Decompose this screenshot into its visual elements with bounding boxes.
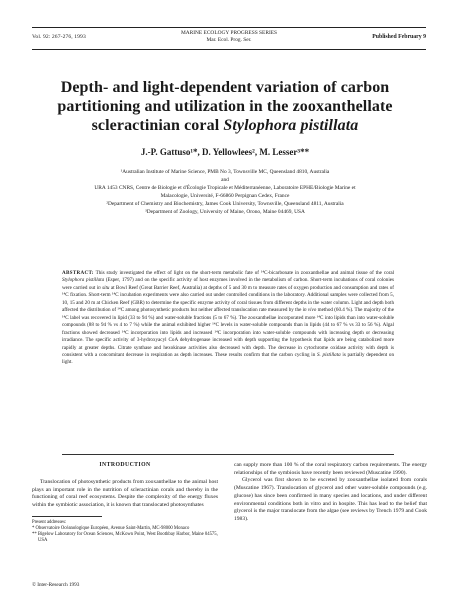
paper-title: [20, 78, 430, 135]
abstract-label: ABSTRACT:: [62, 270, 94, 276]
journal-name: [32, 30, 426, 44]
journal-abbrev: Mar. Ecol. Prog. Ser.: [206, 37, 252, 43]
intro-paragraph: Translocation of photosynthetic products from zooxanthellae to the animal host plays an important role in the nutrition of scleractinian corals and thereby in the functioning of coral reef ecosystems. Despite the complexity of the energy fluxes within the symbiotic association, it is known that translocated photosynthates: [32, 479, 218, 509]
species-name: Stylophora pistillata: [223, 117, 359, 134]
copyright-notice: © Inter-Research 1993: [32, 582, 80, 588]
title-line-3: scleractinian coral Stylophora pistillata: [91, 117, 359, 134]
header-rule-top: [32, 27, 426, 28]
journal-header: [32, 27, 426, 51]
volume-info: Vol. 92: 267-276, 1993: [32, 34, 86, 40]
body-paragraph: Glycerol was first shown to be excreted by zooxanthellae isolated from corals (Muscatine 1967). Translocation of glycerol and other water-soluble compounds (e.g. glucose) has since been confirmed in many species and locations, and under different environmental conditions both in vitro and in hospite. This has lead to the belief that glycerol is the major translocate from the algae (see reviews by Trench 1979 and Cook 1983).: [234, 477, 427, 522]
footnotes: [32, 520, 218, 544]
body-paragraph: can supply more than 100 % of the coral respiratory carbon requirements. The energy relationships of the symbiosis have recently been reviewed (Muscatine 1990).: [234, 462, 427, 476]
footnote-divider: [32, 516, 102, 517]
publication-date: Published February 9: [372, 34, 426, 40]
section-heading-introduction: INTRODUCTION: [99, 462, 151, 468]
footnote-1: * Observatoire Océanologique Européen, Avenue Saint-Martin, MC-98000 Monaco: [32, 525, 190, 531]
footnote-2: ** Bigelow Laboratory for Ocean Sciences, McKown Point, West Boothbay Harbor, Maine 04575, USA: [32, 531, 218, 543]
title-line-2: partitioning and utilization in the zooxanthellate: [57, 98, 393, 115]
right-column: [234, 462, 427, 524]
abstract-divider: [62, 454, 394, 455]
affiliation-line: ¹Australian Institute of Marine Science, PMB No 3, Townsville MC, Queensland 4810, Australia: [120, 169, 330, 175]
affiliation-line: URA 1453 CNRS, Centre de Biologie et d'Écologie Tropicale et Méditerranéenne, Laboratoire EPHE/Biologie Marine et: [94, 185, 356, 192]
abstract: ABSTRACT: This study investigated the effect of light on the short-term metabolic fate of ¹⁴C-bicarbonate in zooxanthellae and animal tissue of the coral Stylophora pistillata (Esper, 1797) and on the specific activity of host enzymes involved in the metabolism of carbon. Short-term incubations of coral colonies were carried out in situ at Bowl Reef (Great Barrier Reef, Australia) at depths of 5 and 30 m to measure rates of oxygen production and consumption and rates of ¹⁴C fixation. Short-term ¹⁴C incubation experiments were also carried out under controlled conditions in the laboratory. Additional samples were collected from 5, 10, 15 and 20 m at Chicken Reef (GBR) to determine the specific enzyme activity of coral tissues from different depths in the water column. Light and depth both affected the distribution of ¹⁴C among photosynthetic products but neither affected translocation rate measured by the in vivo method (60.4 %). The majority of the ¹⁴C label was recovered in lipid (33 to 94 %) and water-soluble fractions (5 to 67 %). The zooxanthellae incorporated more ¹⁴C into lipids than into water-soluble compounds (88 to 94 % vs 4 to 7 %) while the animal exhibited higher ¹⁴C levels in water-soluble compounds than in lipids (44 to 67 % vs 33 to 56 %). Algal fractions showed decreased ¹⁴C incorporation into lipids and increased ¹⁴C incorporation into water-soluble compounds with increasing depth or decreasing irradiance. The specific activity of 3-hydroxyacyl CoA dehydrogenase increased with depth supporting the hypothesis that lipids are being catabolized more rapidly at greater depths. Citrate synthase and hexokinase activities also decreased with depth. The decrease in cytochrome oxidase activity with depth is consistent with a concomitant decrease in respiration as depth increases. These results confirm that the carbon cycling in S. pistillata is partially dependent on light.: [62, 270, 395, 366]
left-column: [32, 462, 218, 544]
journal-series-name: MARINE ECOLOGY PROGRESS SERIES: [180, 30, 278, 36]
header-rule-bottom: [32, 49, 426, 50]
affiliations: [30, 168, 420, 217]
affiliation-line: ²Department of Chemistry and Biochemistry, James Cook University, Townsville, Queensland 4811, Australia: [106, 201, 344, 208]
affiliation-line: Malacologie, Université, F-66860 Perpignan Cedex, France: [160, 193, 290, 200]
affiliation-line: and: [221, 177, 229, 184]
footnote-heading: Present addresses:: [32, 519, 67, 525]
author-list: J.-P. Gattuso¹*, D. Yellowlees², M. Lesser³**: [140, 147, 310, 157]
title-line-1: Depth- and light-dependent variation of carbon: [60, 79, 390, 96]
affiliation-line: ³Department of Zoology, University of Maine, Orono, Maine 04469, USA: [145, 209, 305, 216]
